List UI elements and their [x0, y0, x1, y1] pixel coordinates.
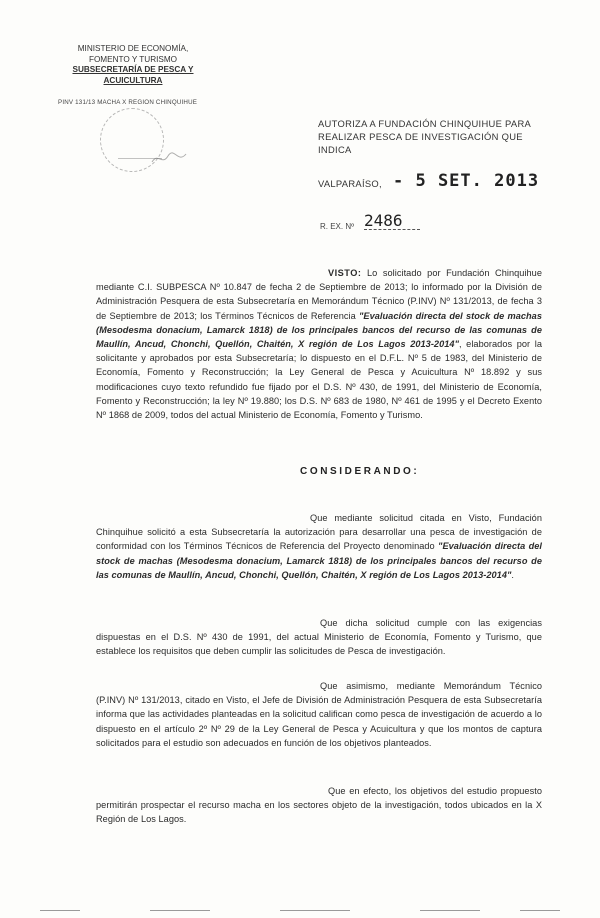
visto-text-1: Lo solicitado por Fundación Chinquihue mediante C.I. SUBPESCA Nº 10.847 de fecha 2 de Septiembre de 2013; lo informado por la División de Administración Pesquera de esta Subsecretaría en Memorándum Técnico (P.INV) Nº 131/2013, de fecha 3 de Septiembre de 2013; los Términos Técnicos de Referencia [96, 268, 542, 321]
date-stamp: - 5 SET. 2013 [393, 171, 540, 191]
visto-project-title: "Evaluación directa del stock de machas (Mesodesma donacium, Lamarck 1818) de los principales bancos del recurso de las comunas de Maullín, Ancud, Chonchi, Quellón, Chaitén, X región de Los Lagos 2013-2014" [96, 310, 543, 350]
p1-text-2: . [511, 569, 515, 580]
visto-label: VISTO: [328, 268, 362, 278]
p4-text: Que en efecto, los objetivos del estudio propuesto permitirán prospectar el recurso macha en los sectores objeto de la investigación, todos ubicados en la X Región de Los Lagos. [96, 786, 542, 825]
p2-text: Que dicha solicitud cumple con las exigencias dispuestas en el D.S. Nº 430 de 1991, del actual Ministerio de Economía, Fomento y Turismo, que establece los requisitos que deben cumplir las solicitudes de Pesca de investigación. [96, 618, 542, 657]
p1-text-1: Que mediante solicitud citada en Visto, Fundación Chinquihue solicitó a esta Subsecretaría la autorización para desarrollar una pesca de investigación de conformidad con los Términos Técnicos de Referencia del Proyecto denominado [96, 513, 542, 552]
ministry-name: MINISTERIO DE ECONOMÍA, [77, 44, 189, 53]
considerando-paragraph-2 [96, 616, 542, 659]
resolution-number: 2486 [364, 211, 403, 230]
place: VALPARAÍSO, [318, 178, 382, 189]
considerando-paragraph-3 [96, 679, 542, 750]
letterhead [58, 44, 208, 86]
file-reference: PINV 131/13 MACHA X REGION CHINQUIHUE [58, 99, 198, 106]
resolution-underline [364, 229, 420, 230]
p3-text: Que asimismo, mediante Memorándum Técnico (P.INV) Nº 131/2013, citado en Visto, el Jefe de División de Administración Pesquera de esta Subsecretaría informa que las actividades planteadas en la solicitud califican como pesca de investigación de acuerdo a lo dispuesto en el artículo 2º Nº 29 de la Ley General de Pesca y Acuicultura y que los montos de captura solicitados para el estudio son adecuados en función de los objetivos planteados. [96, 681, 542, 748]
stamp-signature [150, 148, 190, 168]
scan-footer-marks [0, 908, 600, 918]
visto-text-2: , elaborados por la solicitante y aprobados por esta Subsecretaría; lo dispuesto en el D.F.L. Nº 5 de 1983, del Ministerio de Economía, Fomento y Reconstrucción; la Ley General de Pesca y Acuicultura Nº 18.892 y sus modificaciones cuyo texto refundido fue fijado por el D.S. Nº 430, de 1991, del Ministerio de Economía, Fomento y Reconstrucción; la ley Nº 19.880; los D.S. Nº 683 de 1980, Nº 461 de 1995 y el Decreto Exento Nº 1868 de 2009, todos del actual Ministerio de Economía, Fomento y Turismo. [96, 339, 542, 421]
subject-line-2: REALIZAR PESCA DE INVESTIGACIÓN QUE INDICA [318, 131, 523, 155]
subject-line-1: AUTORIZA A FUNDACIÓN CHINQUIHUE PARA [318, 118, 532, 129]
ministry-name-2: FOMENTO Y TURISMO [88, 54, 178, 64]
p1-project-title: "Evaluación directa del stock de machas (Mesodesma donacium, Lamarck 1818) de los principales bancos del recurso de las comunas de Maullín, Ancud, Chonchi, Quellón, Chaitén, X región de Los Lagos 2013-2014" [96, 541, 542, 580]
subsecretariat-name: SUBSECRETARÍA DE PESCA Y [72, 65, 194, 74]
resolution-label: R. EX. Nº [320, 222, 355, 231]
visto-paragraph [96, 266, 542, 422]
considerando-paragraph-4 [96, 784, 542, 827]
considerando-paragraph-1 [96, 511, 542, 582]
considerando-heading: CONSIDERANDO: [300, 466, 420, 477]
subsecretariat-name-2: ACUICULTURA [103, 75, 163, 85]
resolution-subject [318, 117, 548, 156]
